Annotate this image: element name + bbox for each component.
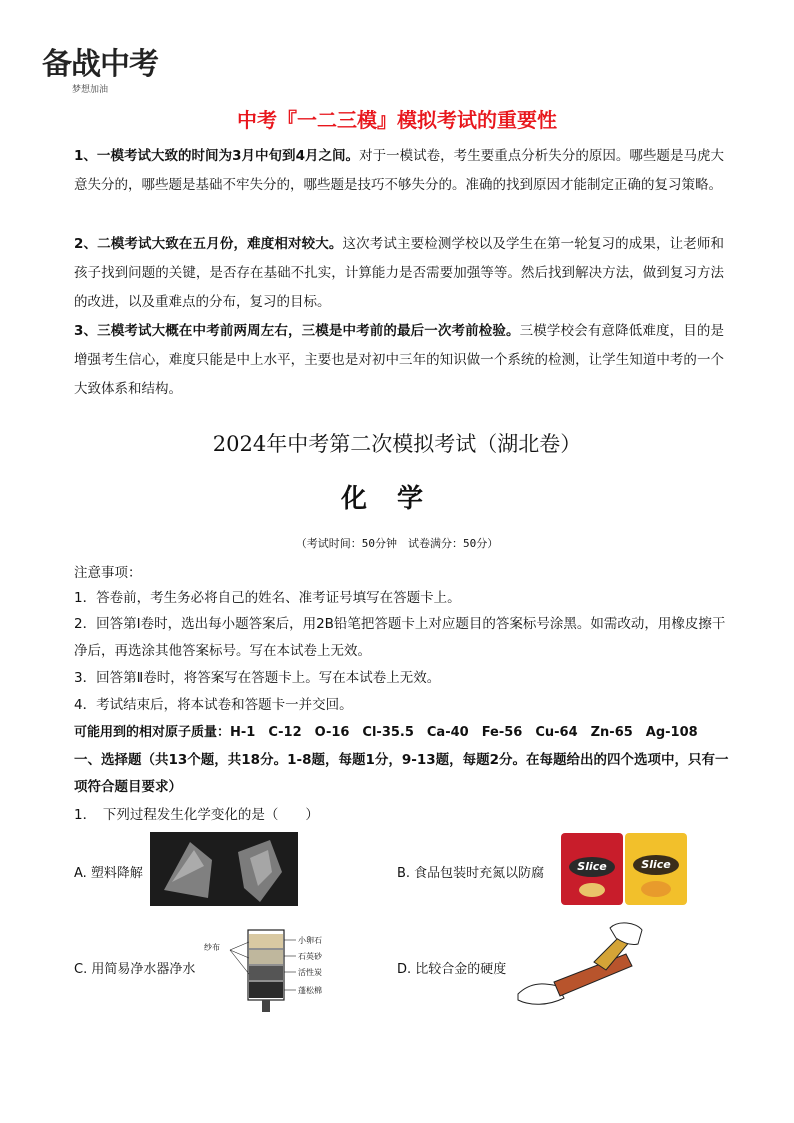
logo-subtitle: 梦想加油 — [72, 85, 109, 95]
atomic-masses: 可能用到的相对原子质量：H-1 C-12 O-16 Cl-35.5 Ca-40 Fe-56 Cu-64 Zn-65 Ag-108 — [74, 725, 698, 740]
water-purifier-diagram — [204, 920, 334, 1020]
brand-label-yellow: Slice — [633, 855, 679, 875]
alloy-hardness-image — [514, 920, 650, 1010]
intro-paragraph-1 — [74, 142, 724, 200]
plastic-photo-icon — [150, 832, 298, 906]
label-quartz: 石英砂 — [298, 952, 322, 961]
headline: 中考『一二三模』模拟考试的重要性 — [237, 108, 557, 132]
label-cotton: 蓬松棉 — [298, 986, 322, 995]
intro-lead-2: 2、二模考试大致在五月份，难度相对较大。 — [74, 236, 343, 252]
notes-title: 注意事项： — [74, 565, 142, 581]
option-b: B. 食品包装时充氮以防腐 — [397, 866, 545, 881]
chip-bag-red — [561, 833, 623, 905]
option-c: C. 用简易净水器净水 — [74, 962, 196, 977]
chip-bag-yellow — [625, 833, 687, 905]
option-d: D. 比较合金的硬度 — [397, 962, 507, 977]
question-1-stem: 1． 下列过程发生化学变化的是（ ） — [74, 807, 319, 823]
exam-title: 2024年中考第二次模拟考试（湖北卷） — [212, 432, 582, 456]
note-3: 3．回答第Ⅱ卷时，将答案写在答题卡上。写在本试卷上无效。 — [74, 670, 441, 686]
note-4: 4．考试结束后，将本试卷和答题卡一并交回。 — [74, 697, 353, 713]
logo-text: 备战中考 — [42, 47, 158, 82]
scratch-metal-icon — [514, 920, 650, 1010]
intro-rest-3: 三模学校会有意降低难度，目的是增强考生信心，难度只能是中上水平，主要也是对初中三年的知识做一个系统的检测，让学生知道中考的一个大致体系和结构。 — [74, 323, 724, 397]
note-2: 2．回答第Ⅰ卷时，选出每小题答案后，用2B铅笔把答题卡上对应题目的答案标号涂黑。如需改动，用橡皮擦干净后，再选涂其他答案标号。写在本试卷上无效。 — [74, 616, 726, 659]
section-title: 一、选择题（共13个题，共18分。1-8题，每题1分，9-13题，每题2分。在每题给出的四个选项中，只有一项符合题目要求） — [74, 752, 729, 795]
plastic-degradation-image — [150, 832, 298, 906]
intro-paragraph-3 — [74, 317, 724, 404]
label-carbon: 活性炭 — [298, 968, 322, 977]
intro-lead-3: 3、三模考试大概在中考前两周左右，三模是中考前的最后一次考前检验。 — [74, 323, 520, 339]
option-a: A. 塑料降解 — [74, 866, 143, 881]
intro-rest-2: 这次考试主要检测学校以及学生在第一轮复习的成果，让老师和孩子找到问题的关键，是否存在基础不扎实，计算能力是否需要加强等等。然后找到解决方法，做到复习方法的改进，以及重难点的分布，复习的目标。 — [74, 236, 724, 310]
label-gauze: 纱布 — [204, 943, 220, 952]
chip-icon — [579, 883, 605, 897]
intro-rest-1: 对于一模试卷，考生要重点分析失分的原因。哪些题是马虎大意失分的，哪些题是基础不牢失分的，哪些题是技巧不够失分的。准确的找到原因才能制定正确的复习策略。 — [74, 148, 725, 193]
brand-label-red: Slice — [569, 857, 615, 877]
label-pebbles: 小卵石 — [298, 936, 322, 945]
intro-paragraph-2 — [74, 230, 724, 317]
chip-icon — [641, 881, 671, 897]
brand-logo — [42, 48, 202, 110]
note-1: 1．答卷前，考生务必将自己的姓名、准考证号填写在答题卡上。 — [74, 590, 461, 606]
exam-info: （考试时间：50分钟 试卷满分：50分） — [295, 537, 499, 550]
intro-lead-1: 1、一模考试大致的时间为3月中旬到4月之间。 — [74, 148, 360, 164]
subject-title: 化学 — [340, 484, 453, 514]
